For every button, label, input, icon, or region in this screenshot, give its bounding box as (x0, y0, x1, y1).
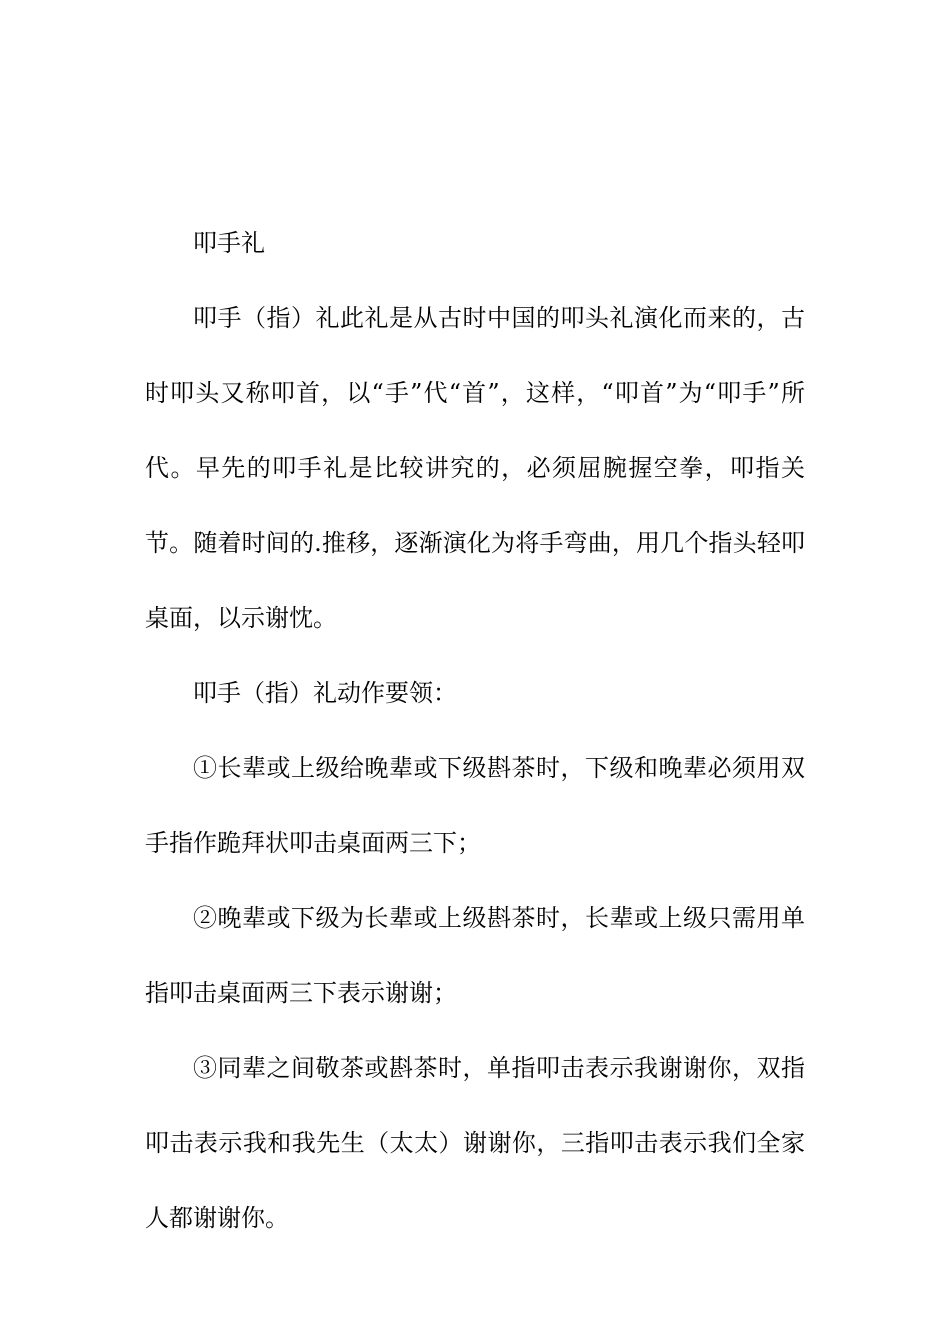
paragraph-origin: 叩手（指）礼此礼是从古时中国的叩头礼演化而来的，古时叩头又称叩首，以“手”代“首”，这样，“叩首”为“叩手”所代。早先的叩手礼是比较讲究的，必须屈腕握空拳，叩指关节。随着时间的.推移，逐渐演化为将手弯曲，用几个指头轻叩桌面，以示谢忱。 (145, 304, 805, 632)
paragraph-rule-2: ②晚辈或下级为长辈或上级斟茶时，长辈或上级只需用单指叩击桌面两三下表示谢谢； (145, 904, 805, 1007)
paragraph-rule-1: ①长辈或上级给晚辈或下级斟茶时，下级和晚辈必须用双手指作跪拜状叩击桌面两三下； (145, 754, 805, 857)
paragraph-rule-3: ③同辈之间敬茶或斟茶时，单指叩击表示我谢谢你，双指叩击表示我和我先生（太太）谢谢你，三指叩击表示我们全家人都谢谢你。 (145, 1054, 805, 1232)
paragraph-essentials-heading: 叩手（指）礼动作要领： (193, 679, 457, 707)
document-body (145, 206, 805, 1256)
section-title: 叩手礼 (193, 229, 265, 257)
